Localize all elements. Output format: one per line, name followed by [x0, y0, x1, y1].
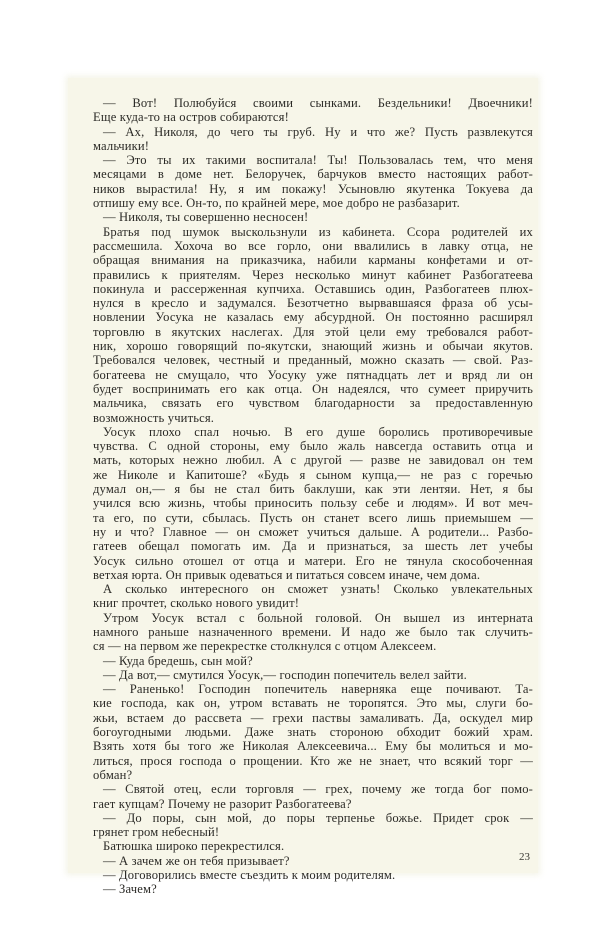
book-page — [68, 78, 538, 897]
text-line: же Николе и Капитоше? «Будь я сыном купца,— не раз с горечью — [93, 467, 533, 482]
text-line: покинула и рассерженная купчиха. Оставшись один, Разбогатеев плюх- — [93, 281, 533, 296]
text-line: нулся в кресло и задумался. Безотчетно вырвавшаяся фраза об усы- — [93, 296, 533, 311]
text-line: мальчики! — [93, 138, 150, 153]
text-line: отпишу ему все. Он-то, по крайней мере, мое добро не разбазарит. — [93, 196, 460, 211]
page-number: 23 — [519, 851, 530, 863]
text-line: Братья под шумок выскользнули из кабинета. Ссора родителей их — [103, 224, 533, 239]
text-line: Батюшка широко перекрестился. — [103, 839, 285, 854]
text-line: — Куда бредешь, сын мой? — [103, 653, 253, 668]
text-line: Уосук сильно отошел от отца и матери. Его не тянула скособоченная — [93, 553, 533, 568]
text-line: месяцами в доме нет. Белоручек, барчуков вместо настоящих работ- — [93, 167, 533, 182]
text-line: — Зачем? — [103, 882, 157, 897]
text-line: та его, по сути, сбылась. Пусть он станет всего лишь приемышем — — [93, 510, 533, 525]
text-line: — До поры, сын мой, до поры терпенье божье. Придет срок — — [103, 810, 533, 825]
text-line: — Раненько! Господин попечитель наверняка еще почивают. Та- — [103, 682, 533, 697]
text-line: — Ах, Николя, до чего ты груб. Ну и что же? Пусть развлекутся — [103, 124, 533, 139]
page-body-text — [93, 96, 533, 897]
text-line: ветхая юрта. Он привык одеваться и питаться совсем иначе, чем дома. — [93, 567, 481, 582]
text-line: — Николя, ты совершенно несносен! — [103, 210, 309, 225]
text-line: будет воспринимать его как отца. Он надеялся, что сумеет приручить — [93, 381, 533, 396]
text-line: — А зачем же он тебя призывает? — [103, 853, 290, 868]
text-line: богатеева не смущало, что Уосуку уже пятнадцать лет и вряд ли он — [93, 367, 533, 382]
text-line: — Это ты их такими воспитала! Ты! Пользовалась тем, что меня — [103, 153, 533, 168]
text-line: Утром Уосук встал с больной головой. Он вышел из интерната — [103, 610, 533, 625]
text-line: торговлю в якутских наслегах. Для этой цели ему требовался работ- — [93, 324, 533, 339]
text-line: ник, хорошо говорящий по-якутски, знающий жизнь и обычаи якутов. — [93, 339, 533, 354]
text-line: рассмешила. Хохоча во все горло, они ввалились в лавку отца, не — [93, 238, 533, 253]
text-line: Взять хотя бы того же Николая Алексеевича... Ему бы молиться и мо- — [93, 739, 533, 754]
text-line: учился всю жизнь, чтобы приносить пользу себе и людям». И вот меч- — [93, 496, 533, 511]
text-line: жьи, встаем до рассвета — грехи паствы замаливать. Да, оскудел мир — [93, 710, 533, 725]
text-line: правились к приятелям. Через несколько минут кабинет Разбогатеева — [93, 267, 533, 282]
text-line: обращая внимания на приказчика, набили карманы конфетами и от- — [93, 253, 533, 268]
text-line: обман? — [93, 767, 133, 782]
text-line: намного раньше назначенного времени. И надо же было так случить- — [93, 624, 533, 639]
text-line: Требовался человек, честный и преданный, можно сказать — свой. Раз- — [93, 353, 533, 368]
text-line: кие господа, как он, утром вставать не торопятся. Это мы, слуги бо- — [93, 696, 533, 711]
text-line: новлении Уосука не казалась ему абсурдной. Он постоянно расширял — [93, 310, 533, 325]
text-line: Еще куда-то на остров собираются! — [93, 110, 289, 125]
text-line: мальчика, связать его чувством благодарности за предоставленную — [93, 396, 533, 411]
text-line: мать, которых нежно любил. А с другой — разве не завидовал он тем — [93, 453, 533, 468]
text-line: — Договорились вместе съездить к моим родителям. — [103, 868, 396, 883]
text-line: А сколько интересного он сможет узнать! Сколько увлекательных — [103, 582, 533, 597]
text-line: богоугодными людьми. Даже знать стороною обходит божий храм. — [93, 725, 533, 740]
text-line: гает купцам? Почему не разорит Разбогатеева? — [93, 796, 352, 811]
text-line: ся — на первом же перекрестке столкнулся с отцом Алексеем. — [93, 639, 437, 654]
text-line: — Да вот,— смутился Уосук,— господин попечитель велел зайти. — [103, 667, 467, 682]
text-line: Уосук плохо спал ночью. В его душе боролись противоречивые — [103, 424, 533, 439]
text-line: возможность учиться. — [93, 410, 215, 425]
text-line: ников вырастила! Ну, я им покажу! Усыновлю якутенка Токуева да — [93, 181, 533, 196]
text-line: гатеев обещал помогать им. Да и признаться, за шесть лет учебы — [93, 539, 533, 554]
text-line: книг прочтет, сколько нового увидит! — [93, 596, 300, 611]
text-line: чувства. С одной стороны, ему было жаль навсегда оставить отца и — [93, 439, 533, 454]
text-line: — Вот! Полюбуйся своими сынками. Бездельники! Двоечники! — [103, 96, 533, 110]
text-line: думал он,— я бы не стал бить баклуши, как эти лентяи. Нет, я бы — [93, 482, 533, 497]
text-line: — Святой отец, если торговля — грех, почему же тогда бог помо- — [103, 782, 533, 797]
text-line: ну и что? Главное — он сможет учиться дальше. А родители... Разбо- — [93, 524, 533, 539]
text-line: грянет гром небесный! — [93, 825, 220, 840]
text-line: литься, прося господа о прощении. Кто же не знает, что всякий торг — — [93, 753, 533, 768]
